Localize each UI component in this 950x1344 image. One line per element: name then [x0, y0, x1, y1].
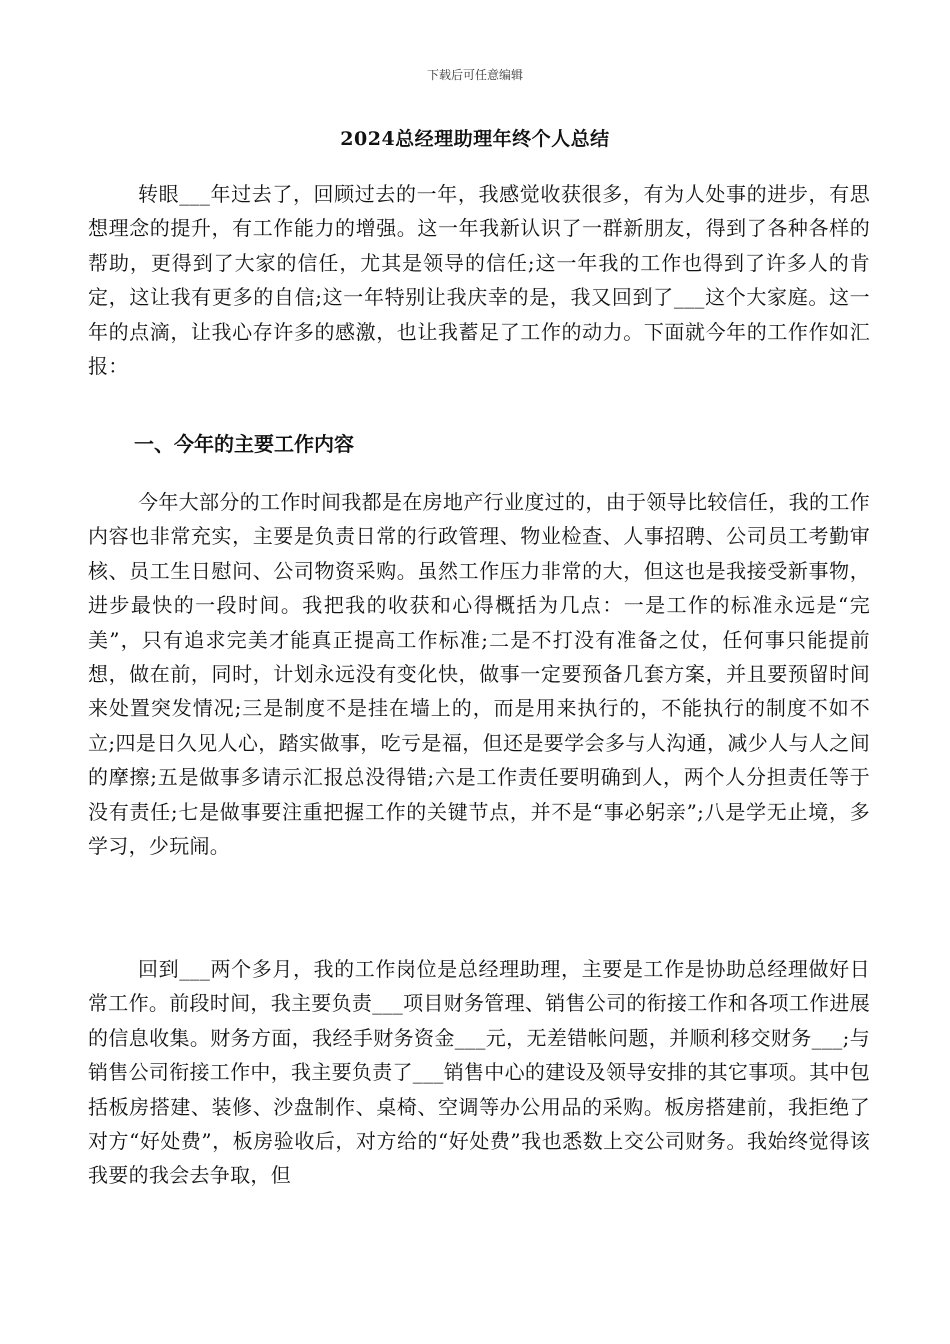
- section-body-paragraph-2: 回到___两个多月，我的工作岗位是总经理助理，主要是工作是协助总经理做好日常工作。前段时间，我主要负责___项目财务管理、销售公司的衔接工作和各项工作进展的信息收集。财务方面，我经手财务资金___元，无差错帐问题，并顺利移交财务___;与销售公司衔接工作中，我主要负责了___销售中心的建设及领导安排的其它事项。其中包括板房搭建、装修、沙盘制作、桌椅、空调等办公用品的采购。板房搭建前，我拒绝了对方“好处费”，板房验收后，对方给的“好处费”我也悉数上交公司财务。我始终觉得该我要的我会去争取，但: [88, 957, 870, 1188]
- section-heading: 一、今年的主要工作内容: [134, 432, 354, 456]
- document-title: 2024总经理助理年终个人总结: [340, 128, 610, 150]
- header-note: 下载后可任意编辑: [426, 68, 523, 82]
- intro-paragraph: 转眼___年过去了，回顾过去的一年，我感觉收获很多，有为人处事的进步，有思想理念的提升，有工作能力的增强。这一年我新认识了一群新朋友，得到了各种各样的帮助，更得到了大家的信任，尤其是领导的信任;这一年我的工作也得到了许多人的肯定，这让我有更多的自信;这一年特别让我庆幸的是，我又回到了___这个大家庭。这一年的点滴，让我心存许多的感激，也让我蓄足了工作的动力。下面就今年的工作作如汇报：: [88, 182, 870, 379]
- section-body-paragraph: 今年大部分的工作时间我都是在房地产行业度过的，由于领导比较信任，我的工作内容也非常充实，主要是负责日常的行政管理、物业检查、人事招聘、公司员工考勤审核、员工生日慰问、公司物资采购。虽然工作压力非常的大，但这也是我接受新事物，进步最快的一段时间。我把我的收获和心得概括为几点：一是工作的标准永远是“完美”，只有追求完美才能真正提高工作标准;二是不打没有准备之仗，任何事只能提前想，做在前，同时，计划永远没有变化快，做事一定要预备几套方案，并且要预留时间来处置突发情况;三是制度不是挂在墙上的，而是用来执行的，不能执行的制度不如不立;四是日久见人心，踏实做事，吃亏是福，但还是要学会多与人沟通，减少人与人之间的摩擦;五是做事多请示汇报总没得错;六是工作责任要明确到人，两个人分担责任等于没有责任;七是做事要注重把握工作的关键节点，并不是“事必躬亲”;八是学无止境，多学习，少玩闹。: [88, 490, 870, 859]
